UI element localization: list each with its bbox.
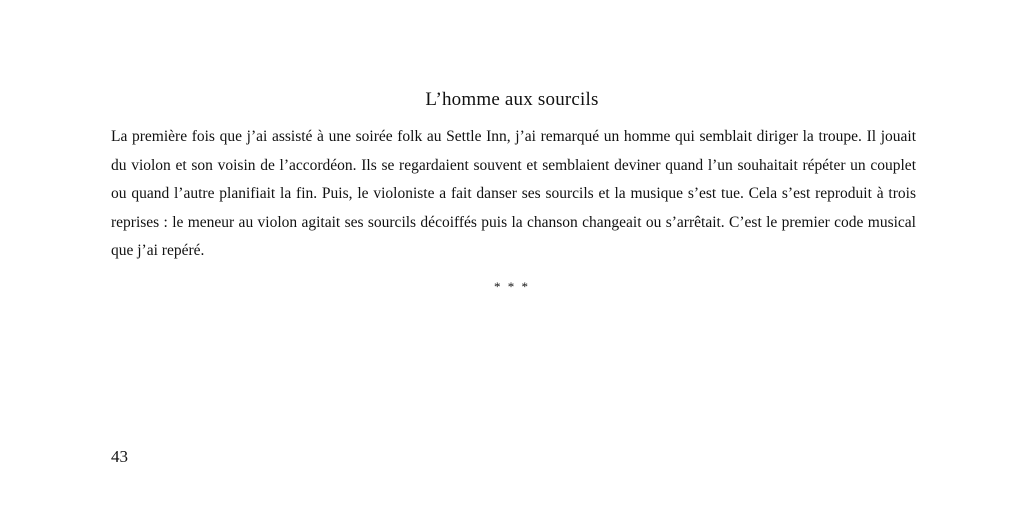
body-text (111, 123, 916, 266)
paragraph: La première fois que j’ai assisté à une soirée folk au Settle Inn, j’ai remarqué un homme qui semblait diriger la troupe. Il jouait du violon et son voisin de l’accordéon. Ils se regardaient souvent et semblaient deviner quand l’un souhaitait répéter un couplet ou quand l’autre planifiait la fin. Puis, le violoniste a fait danser ses sourcils et la musique s’est tue. Cela s’est reproduit à trois reprises : le meneur au violon agitait ses sourcils décoiffés puis la chanson changeait ou s’arrêtait. C’est le premier code musical que j’ai repéré. (111, 128, 916, 259)
page-number: 43 (111, 447, 128, 466)
page-title: L’homme aux sourcils (425, 89, 599, 110)
section-separator: * * * (494, 279, 530, 294)
